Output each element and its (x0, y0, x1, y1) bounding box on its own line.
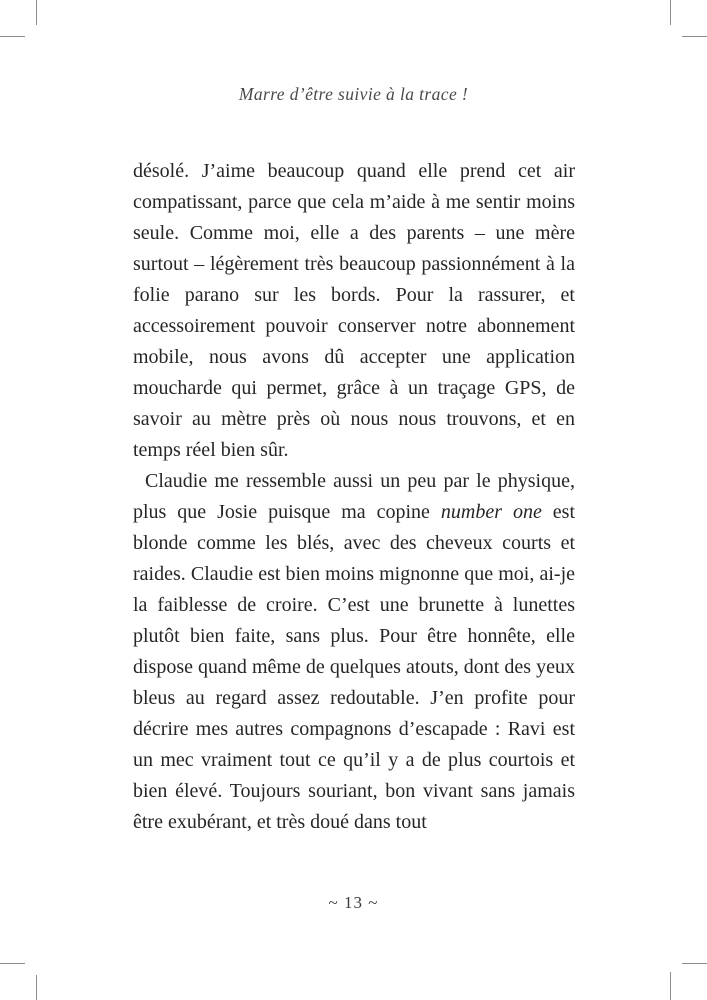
body-text: est blonde comme les blés, avec des cheveux courts et raides. Claudie est bien moins mignonne que moi, ai-je la faiblesse de croire. C’est une brunette à lunettes plutôt bien faite, sans plus. Pour être honnête, elle dispose quand même de quelques atouts, dont des yeux bleus au regard assez redoutable. J’en profite pour décrire mes autres compagnons d’escapade : Ravi est un mec vraiment tout ce qu’il y a de plus courtois et bien élevé. Toujours souriant, bon vivant sans jamais être exubérant, et très doué dans tout (133, 501, 575, 833)
italic-text: number one (440, 501, 542, 523)
crop-mark-top-right-vertical-icon (670, 0, 671, 25)
crop-mark-top-left-horizontal-icon (0, 36, 25, 37)
body-text: désolé. J’aime beaucoup quand elle prend cet air compatissant, parce que cela m’aide à me sentir moins seule. Comme moi, elle a des parents – une mère surtout – légèrement très beaucoup passionnément à la folie parano sur les bords. Pour la rassurer, et accessoirement pouvoir conserver notre abonnement mobile, nous avons dû accepter une application moucharde qui permet, grâce à un traçage GPS, de savoir au mètre près où nous nous trouvons, et en temps réel bien sûr. (133, 160, 575, 461)
running-header (0, 84, 707, 105)
crop-mark-bottom-right-horizontal-icon (682, 963, 707, 964)
text-block (133, 156, 575, 838)
crop-mark-bottom-left-horizontal-icon (0, 963, 25, 964)
page-number: ~ 13 ~ (328, 893, 379, 912)
body-text: Claudie me ressemble aussi un peu par le physique, plus que Josie puisque ma copine (133, 470, 575, 523)
paragraph (133, 156, 575, 466)
crop-mark-bottom-left-vertical-icon (36, 975, 37, 1000)
running-title: Marre d’être suivie à la trace ! (238, 84, 469, 104)
crop-mark-top-right-horizontal-icon (682, 36, 707, 37)
paragraph (133, 466, 575, 838)
crop-mark-bottom-right-vertical-icon (670, 972, 671, 1000)
crop-mark-top-left-vertical-icon (36, 0, 37, 25)
